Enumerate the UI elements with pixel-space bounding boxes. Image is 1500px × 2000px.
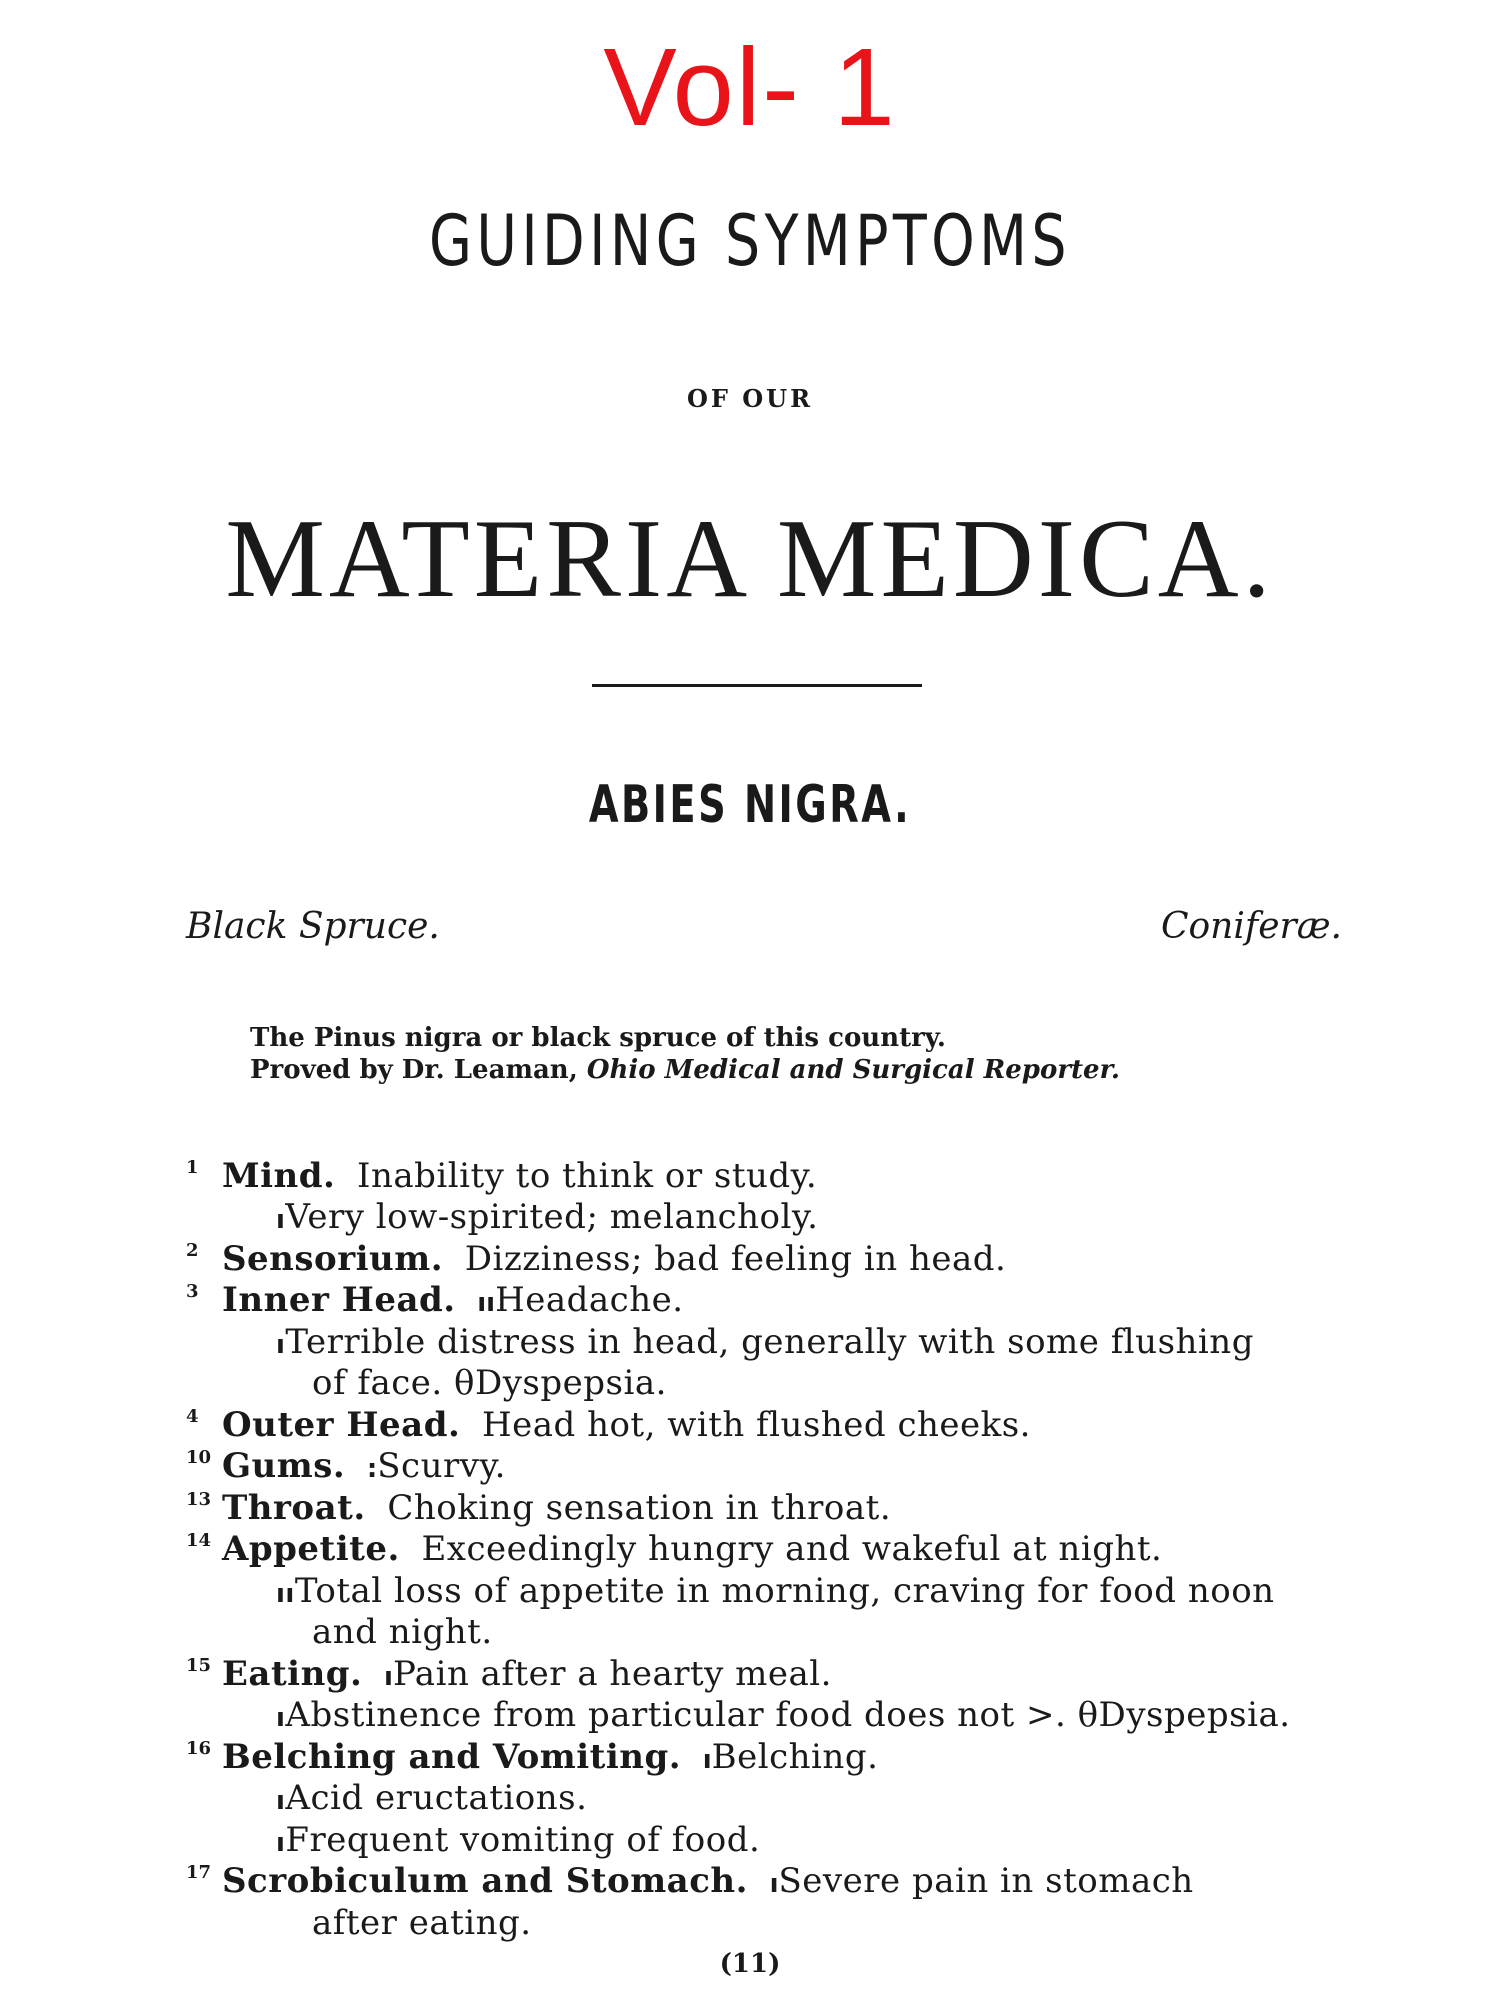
subline-text: Frequent vomiting of food.: [285, 1820, 761, 1860]
remedy-family: Coniferæ.: [1160, 906, 1342, 947]
subline-text: Terrible distress in head, generally with some flushing: [285, 1322, 1254, 1362]
symptom-entry: [186, 1529, 1336, 1571]
entry-text: Severe pain in stomach: [778, 1861, 1194, 1901]
grade-mark: ıı: [477, 1288, 496, 1318]
entry-number: 2: [186, 1240, 199, 1261]
symptom-entry: [186, 1280, 1336, 1325]
source-line: [250, 1054, 1120, 1086]
grade-mark: ı: [384, 1662, 393, 1692]
grade-mark: ı: [769, 1869, 779, 1899]
entry-number: 14: [186, 1530, 212, 1551]
entry-text: Headache.: [495, 1280, 684, 1320]
entry-heading: Scrobiculum and Stomach.: [222, 1861, 748, 1901]
entry-heading: Inner Head.: [222, 1280, 456, 1320]
symptom-subline: [276, 1778, 1336, 1823]
entry-heading: Eating.: [222, 1654, 363, 1694]
entry-number: 4: [186, 1406, 199, 1427]
remedy-common-name: Black Spruce.: [186, 906, 440, 947]
symptom-entry: [186, 1654, 1336, 1699]
subline-text: Acid eructations.: [285, 1778, 588, 1818]
entry-heading: Belching and Vomiting.: [222, 1737, 682, 1777]
source-line: The Pinus nigra or black spruce of this country.: [250, 1023, 946, 1053]
grade-mark: ı: [276, 1330, 286, 1360]
entry-heading: Mind.: [222, 1156, 336, 1196]
symptom-continuation: and night.: [312, 1612, 493, 1652]
prover-credit: Proved by Dr. Leaman,: [250, 1055, 578, 1085]
entry-heading: Sensorium.: [222, 1239, 444, 1279]
entry-number: 3: [186, 1281, 199, 1302]
symptom-continuation: after eating.: [312, 1903, 532, 1943]
grade-mark: ı: [276, 1703, 286, 1733]
entry-text: Exceedingly hungry and wakeful at night.: [421, 1529, 1163, 1569]
symptom-subline: [276, 1571, 1336, 1616]
entry-text: Head hot, with flushed cheeks.: [481, 1405, 1031, 1445]
entry-heading: Outer Head.: [222, 1405, 461, 1445]
entry-heading: Appetite.: [222, 1529, 400, 1569]
symptom-entry: [186, 1446, 1336, 1491]
title-of-our: OF OUR: [686, 384, 814, 413]
entry-text: Inability to think or study.: [357, 1156, 818, 1196]
entry-number: 10: [186, 1447, 212, 1468]
remedy-name: ABIES NIGRA.: [588, 775, 912, 835]
subline-text: Very low-spirited; melancholy.: [285, 1197, 819, 1237]
entry-heading: Gums.: [222, 1446, 346, 1486]
entry-text: Pain after a hearty meal.: [392, 1654, 832, 1694]
page-number: (11): [719, 1949, 781, 1979]
symptom-subline: [276, 1820, 1336, 1865]
grade-mark: ıı: [276, 1579, 295, 1609]
symptom-subline: [276, 1197, 1336, 1242]
entry-text: Belching.: [711, 1737, 879, 1777]
entry-number: 17: [186, 1862, 212, 1883]
symptom-entry: [186, 1861, 1336, 1906]
grade-mark: ı: [276, 1205, 286, 1235]
entry-number: 16: [186, 1738, 212, 1759]
symptom-subline: [276, 1322, 1336, 1367]
symptom-entry: [186, 1156, 1336, 1198]
journal-title: Ohio Medical and Surgical Reporter.: [586, 1055, 1120, 1085]
symptom-entry: [186, 1737, 1336, 1782]
subline-text: Total loss of appetite in morning, craving for food noon: [294, 1571, 1275, 1611]
entry-text: Scurvy.: [377, 1446, 506, 1486]
entry-heading: Throat.: [222, 1488, 366, 1528]
entry-text: Dizziness; bad feeling in head.: [464, 1239, 1007, 1279]
symptom-entry: [186, 1239, 1336, 1281]
symptom-subline: [276, 1695, 1336, 1740]
entry-number: 13: [186, 1489, 212, 1510]
grade-mark: :: [366, 1454, 378, 1484]
symptom-entry: [186, 1488, 1336, 1530]
grade-mark: ı: [276, 1828, 286, 1858]
entry-text: Choking sensation in throat.: [387, 1488, 892, 1528]
volume-label: Vol- 1: [603, 26, 897, 149]
entry-number: 1: [186, 1157, 199, 1178]
subline-text: Abstinence from particular food does not >. θDyspepsia.: [285, 1695, 1291, 1735]
title-guiding-symptoms: GUIDING SYMPTOMS: [428, 200, 1072, 282]
symptom-entry: [186, 1405, 1336, 1447]
entry-number: 15: [186, 1655, 212, 1676]
symptom-continuation: of face. θDyspepsia.: [312, 1363, 667, 1403]
grade-mark: ı: [702, 1745, 712, 1775]
grade-mark: ı: [276, 1786, 286, 1816]
title-materia-medica: MATERIA MEDICA.: [225, 497, 1275, 621]
title-divider: [592, 684, 922, 687]
